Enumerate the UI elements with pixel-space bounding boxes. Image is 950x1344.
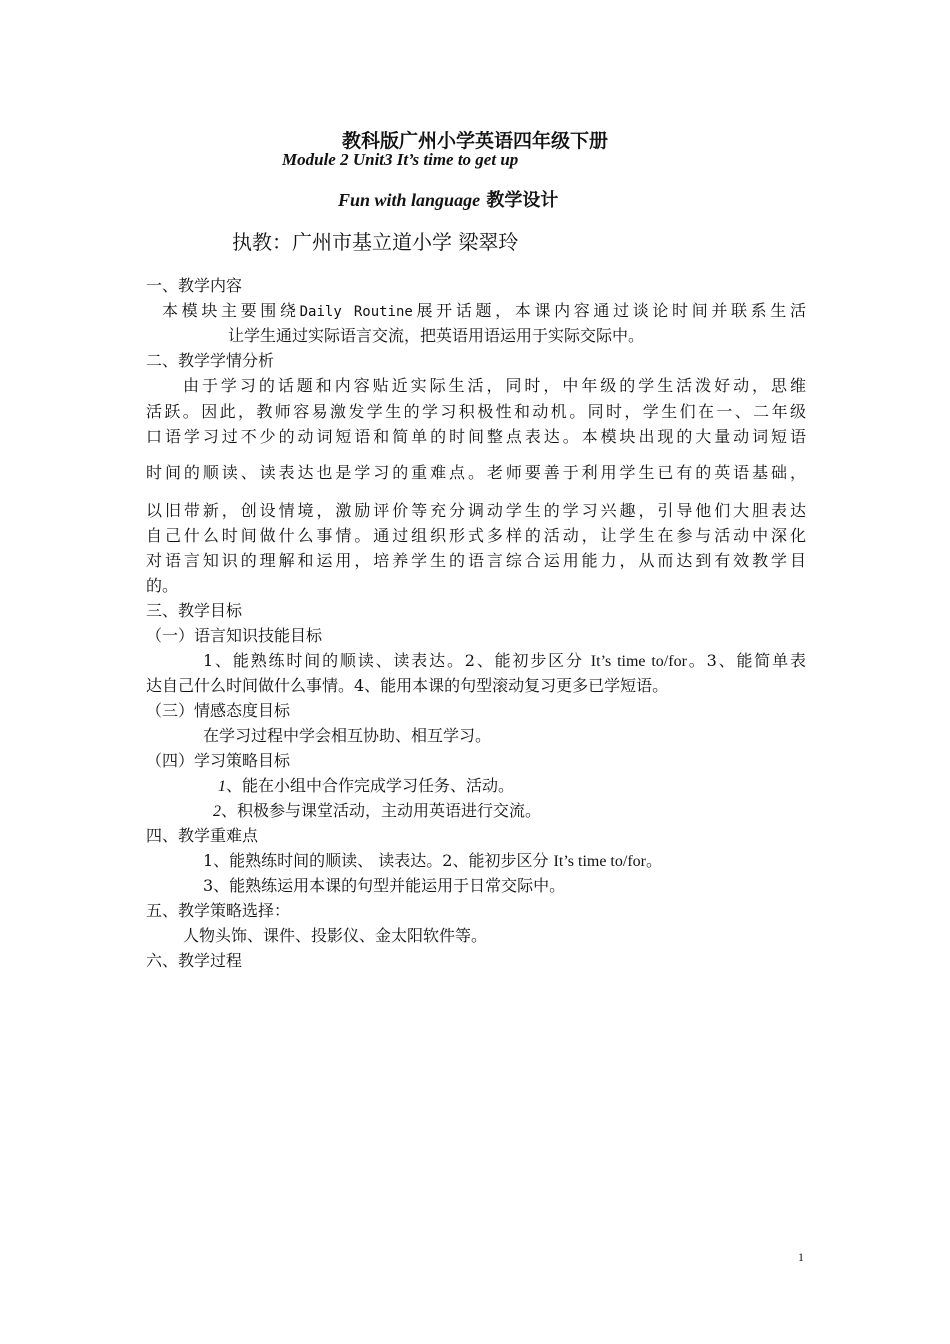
lesson-subtitle <box>338 186 558 212</box>
language-goal-line-1 <box>203 649 806 674</box>
language-goal-text-b: 。3、能简单表 <box>686 651 806 670</box>
strategy-number-1: 1 <box>218 778 226 795</box>
strategy-text-1: 、能在小组中合作完成学习任务、活动。 <box>226 776 515 795</box>
section-1-text-b: 展开话题，本课内容通过谈论时间并联系生活 <box>412 301 806 320</box>
lesson-subtitle-cn: 教学设计 <box>480 190 559 211</box>
key-point-line-1 <box>203 849 867 874</box>
subheading-strategy: （四）学习策略目标 <box>146 751 291 770</box>
section-1-para-line-1 <box>162 299 806 324</box>
attitude-goal-line: 在学习过程中学会相互协助、相互学习。 <box>203 726 492 745</box>
section-2-line: 由于学习的话题和内容贴近实际生活，同时，中年级的学生活泼好动，思维 <box>183 376 806 395</box>
section-3-heading: 三、教学目标 <box>146 601 243 620</box>
section-2-line: 自己什么时间做什么事情。通过组织形式多样的活动，让学生在参与活动中深化 <box>146 526 806 545</box>
subheading-language-skills: （一）语言知识技能目标 <box>146 626 323 645</box>
strategy-materials-line: 人物头饰、课件、投影仪、金太阳软件等。 <box>183 926 488 945</box>
strategy-text-2: 、积极参与课堂活动，主动用英语进行交流。 <box>221 801 542 820</box>
section-4-heading: 四、教学重难点 <box>146 826 259 845</box>
author-line: 执教：广州市基立道小学 梁翠玲 <box>232 230 519 254</box>
lesson-subtitle-en: Fun with language <box>338 190 481 210</box>
language-goal-en: It’s time to/for <box>590 653 687 670</box>
key-point-en: It’s time to/for <box>553 853 646 870</box>
section-2-line: 对语言知识的理解和运用，培养学生的语言综合运用能力，从而达到有效教学目 <box>146 551 806 570</box>
section-1-para-line-2: 让学生通过实际语言交流，把英语用语运用于实际交际中。 <box>228 326 645 345</box>
section-2-line: 以旧带新，创设情境，激励评价等充分调动学生的学习兴趣，引导他们大胆表达 <box>146 501 806 520</box>
document-title: 教科版广州小学英语四年级下册 <box>341 130 608 152</box>
strategy-goal-line-2 <box>213 799 877 824</box>
section-6-heading: 六、教学过程 <box>146 951 243 970</box>
module-line: Module 2 Unit3 It’s time to get up <box>282 150 519 169</box>
language-goal-text-a: 1、能熟练时间的顺读、读表达。2、能初步区分 <box>203 651 591 670</box>
section-1-heading: 一、教学内容 <box>146 276 243 295</box>
section-5-heading: 五、教学策略选择： <box>146 901 291 920</box>
key-point-text-a: 1、能熟练时间的顺读、 读表达。2、能初步区分 <box>203 851 554 870</box>
subheading-attitude: （三）情感态度目标 <box>146 701 291 720</box>
page-number: 1 <box>798 1250 804 1264</box>
key-point-text-b: 。 <box>645 851 662 870</box>
section-1-text-a: 本模块主要围绕 <box>162 301 300 320</box>
language-goal-line-2: 达自己什么时间做什么事情。4、能用本课的句型滚动复习更多已学短语。 <box>146 676 669 695</box>
section-2-line: 时间的顺读、读表达也是学习的重难点。老师要善于利用学生已有的英语基础， <box>146 463 806 482</box>
section-2-line: 的。 <box>146 576 179 595</box>
key-point-line-2: 3、能熟练运用本课的句型并能运用于日常交际中。 <box>203 876 566 895</box>
section-1-code: Daily Routine <box>299 304 413 320</box>
strategy-number-2: 2 <box>213 803 221 820</box>
strategy-goal-line-1 <box>218 774 882 799</box>
section-2-line: 活跃。因此，教师容易激发学生的学习积极性和动机。同时，学生们在一、二年级 <box>146 402 806 421</box>
section-2-line: 口语学习过不少的动词短语和简单的时间整点表达。本模块出现的大量动词短语 <box>146 427 806 446</box>
section-2-heading: 二、教学学情分析 <box>146 351 275 370</box>
